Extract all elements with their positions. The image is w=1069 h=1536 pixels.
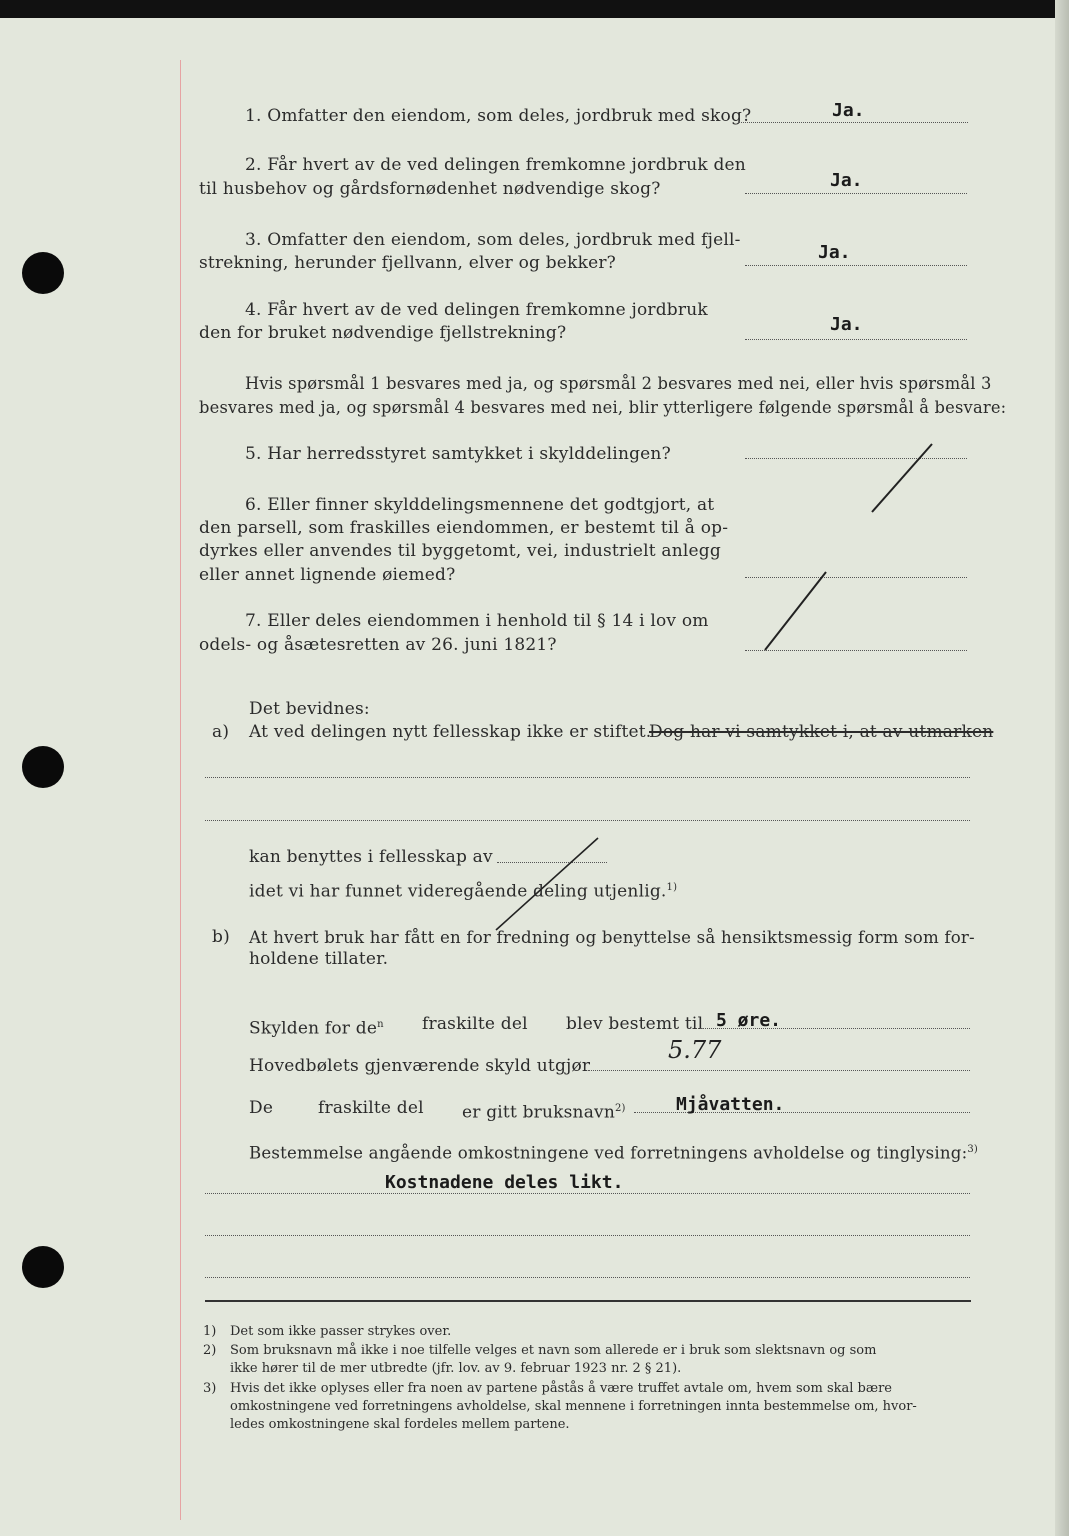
hovedbol-value: 5.77 <box>668 1036 722 1064</box>
skyld-label-c: blev bestemt til <box>566 1014 704 1034</box>
omkostning-label-text: Bestemmelse angående omkostningene ved forretningens avholdelse og tinglysing: <box>249 1143 968 1163</box>
footnote-ref-3: 3) <box>967 1144 979 1155</box>
idet-sentence: idet vi har funnet videregående deling utjenlig. <box>249 881 667 902</box>
question-4-line-2: den for bruket nødvendige fjellstrekning? <box>199 323 567 343</box>
answer-4: Ja. <box>830 314 863 335</box>
strike-stroke-shared-use <box>496 838 598 930</box>
question-6-line-1: 6. Eller finner skylddelingsmennene det godtgjort, at <box>245 495 715 515</box>
skyld-sup-n: n <box>377 1019 384 1030</box>
hovedbol-label: Hovedbølets gjenværende skyld utgjør <box>249 1056 591 1076</box>
question-2-line-2: til husbehov og gårdsfornødenhet nødvendige skog? <box>199 179 661 199</box>
question-6-line-4: eller annet lignende øiemed? <box>199 565 456 585</box>
answer-3: Ja. <box>818 242 851 263</box>
footnote-1: Det som ikke passer strykes over. <box>230 1324 452 1339</box>
bruksnavn-label-b: fraskilte del <box>318 1098 424 1118</box>
footnote-ref-2: 2) <box>615 1103 626 1114</box>
attest-a-struck-text: Dog har vi samtykket i, at av utmarken <box>649 722 994 742</box>
footnote-1-num: 1) <box>203 1324 217 1339</box>
attest-a-label: a) <box>212 722 230 742</box>
question-6-line-2: den parsell, som fraskilles eiendommen, er bestemt til å op- <box>199 518 729 538</box>
question-3-line-2: strekning, herunder fjellvann, elver og bekker? <box>199 253 616 273</box>
strike-stroke-q5-q6 <box>872 444 932 512</box>
footnote-3-line-2: omkostningene ved forretningens avholdelse, skal mennene i forretningen innta bestemmelse om, hvor- <box>230 1399 917 1414</box>
skyld-value: 5 øre. <box>716 1010 782 1031</box>
footnote-3-num: 3) <box>203 1381 217 1396</box>
question-5: 5. Har herredsstyret samtykket i skylddelingen? <box>245 444 671 464</box>
attest-b-line-1: At hvert bruk har fått en for fredning og benyttelse så hensiktsmessig form som for- <box>249 928 975 947</box>
footnote-2-line-1: Som bruksnavn må ikke i noe tilfelle velges et navn som allerede er i bruk som slektsnavn og som <box>230 1343 877 1358</box>
attest-a-text: At ved delingen nytt fellesskap ikke er stiftet. <box>249 722 652 742</box>
omkostning-value: Kostnadene deles likt. <box>385 1172 624 1193</box>
footnote-2-num: 2) <box>203 1343 217 1358</box>
question-2-line-1: 2. Får hvert av de ved delingen fremkomne jordbruk den <box>245 155 746 175</box>
footnote-3-line-1: Hvis det ikke oplyses eller fra noen av partene påstås å være truffet avtale om, hvem som skal bære <box>230 1381 892 1396</box>
footnote-ref-1: 1) <box>666 882 678 893</box>
bruksnavn-label-a: De <box>249 1098 274 1118</box>
question-1: 1. Omfatter den eiendom, som deles, jordbruk med skog? <box>245 106 752 126</box>
shared-use-text: kan benyttes i fellesskap av <box>249 847 493 867</box>
answer-2: Ja. <box>830 170 863 191</box>
condition-line-1: Hvis spørsmål 1 besvares med ja, og spørsmål 2 besvares med nei, eller hvis spørsmål 3 <box>245 374 992 393</box>
condition-line-2: besvares med ja, og spørsmål 4 besvares med nei, blir ytterligere følgende spørsmål å besvare: <box>199 398 1007 417</box>
question-7-line-1: 7. Eller deles eiendommen i henhold til § 14 i lov om <box>245 611 709 631</box>
attest-b-line-2: holdene tillater. <box>249 949 389 969</box>
footnote-3-line-3: ledes omkostningene skal fordeles mellem partene. <box>230 1417 570 1432</box>
bruksnavn-value: Mjåvatten. <box>676 1094 785 1115</box>
question-7-line-2: odels- og åsætesretten av 26. juni 1821? <box>199 635 557 655</box>
question-3-line-1: 3. Omfatter den eiendom, som deles, jordbruk med fjell- <box>245 230 741 250</box>
footnote-2-line-2: ikke hører til de mer utbredte (jfr. lov. av 9. februar 1923 nr. 2 § 21). <box>230 1361 682 1376</box>
attest-heading: Det bevidnes: <box>249 699 370 719</box>
answer-1: Ja. <box>832 100 865 121</box>
question-4-line-1: 4. Får hvert av de ved delingen fremkomne jordbruk <box>245 300 708 320</box>
skyld-label-a-text: Skylden for de <box>249 1018 378 1039</box>
strike-stroke-q7 <box>765 572 826 650</box>
bruksnavn-label-c-text: er gitt bruksnavn <box>462 1102 615 1123</box>
question-6-line-3: dyrkes eller anvendes til byggetomt, vei, industrielt anlegg <box>199 541 721 561</box>
skyld-label-b: fraskilte del <box>422 1014 528 1034</box>
attest-b-label: b) <box>212 927 230 947</box>
